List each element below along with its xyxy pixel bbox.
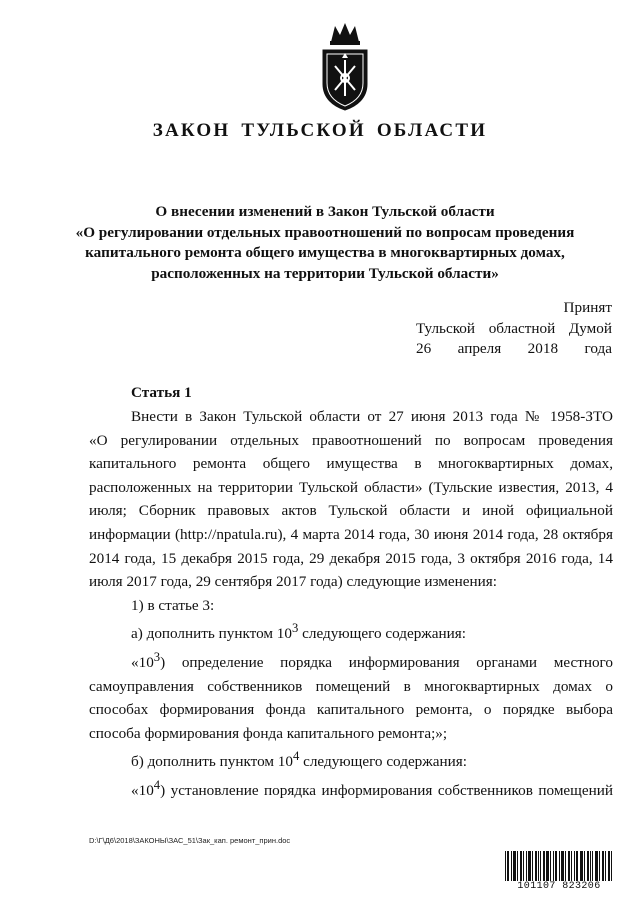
article-line: капитального ремонта общего имущества в многоквартирных домах, <box>89 455 613 473</box>
item-b-text: б) дополнить пунктом 10 <box>131 753 293 771</box>
item-a-sup: 3 <box>292 621 299 636</box>
quote-a-text: ) определение порядка информирования органами местного <box>160 654 613 672</box>
quote-a-open: «10 <box>131 654 154 672</box>
article-heading: Статья 1 <box>131 384 192 401</box>
quote-a-line: способах формирования фонда капитального ремонта, о порядке выбора <box>89 701 613 719</box>
article-line: июля 2017 года, 29 сентября 2017 года) следующие изменения: <box>89 573 497 591</box>
item-a-text-after: следующего содержания: <box>298 625 466 643</box>
item-a <box>89 617 613 646</box>
tula-coat-of-arms-icon <box>313 20 377 112</box>
adopted-label: Принят <box>563 299 612 316</box>
quote-a-sup: 3 <box>153 650 161 664</box>
barcode-icon <box>504 851 614 881</box>
article-line: информации (http://npatula.ru), 4 марта 2014 года, 30 июня 2014 года, 28 октября <box>89 525 613 543</box>
subject-line: капитального ремонта общего имущества в многоквартирных домах, <box>85 244 565 261</box>
quote-a-line: самоуправления собственников помещений в многоквартирных домах о <box>89 677 613 695</box>
adopted-by: Тульской областной Думой <box>416 319 612 337</box>
quote-a-first-line <box>89 646 613 675</box>
barcode-number: 101107 823206 <box>517 881 601 892</box>
quote-b-sup: 4 <box>153 778 161 793</box>
adopted-date: 26 апреля 2018 года <box>416 340 612 357</box>
law-title: ЗАКОН ТУЛЬСКОЙ ОБЛАСТИ <box>152 120 488 141</box>
article-body <box>89 405 613 803</box>
article-line: июля; Сборник правовых актов Тульской области и иной официальной <box>89 502 613 520</box>
article-line: 2014 года, 15 декабря 2015 года, 29 декабря 2015 года, 3 октября 2016 года, 14 <box>89 549 613 567</box>
article-line: «О регулировании отдельных правоотношений по вопросам проведения <box>89 431 613 449</box>
article-line: расположенных на территории Тульской области» (Тульские известия, 2013, 4 <box>89 478 613 496</box>
quote-b-first-line <box>89 774 613 803</box>
item-b-text-after: следующего содержания: <box>299 753 467 771</box>
law-subject <box>60 202 590 284</box>
subject-line: «О регулировании отдельных правоотношений по вопросам проведения <box>75 223 575 241</box>
quote-b-open: «10 <box>131 782 154 800</box>
item-b-sup: 4 <box>292 749 300 764</box>
subject-line: расположенных на территории Тульской области» <box>151 264 499 282</box>
subject-line: О внесении изменений в Закон Тульской области <box>155 203 495 220</box>
article-line: Внести в Закон Тульской области от 27 июня 2013 года № 1958-ЗТО <box>131 408 613 425</box>
file-path: D:\Г\Д6\2018\ЗАКОНЫ\ЗАС_51\Зак_кап. ремонт_прин.doc <box>89 836 291 845</box>
quote-b-text: ) установление порядка информирования собственников помещений <box>160 782 613 800</box>
item-a-text: а) дополнить пунктом 10 <box>131 625 292 643</box>
article-line: 1) в статье 3: <box>131 596 215 614</box>
adoption-block <box>416 298 612 360</box>
item-b <box>89 745 613 774</box>
quote-a-line: способа формирования фонда капитального ремонта;»; <box>89 724 448 742</box>
